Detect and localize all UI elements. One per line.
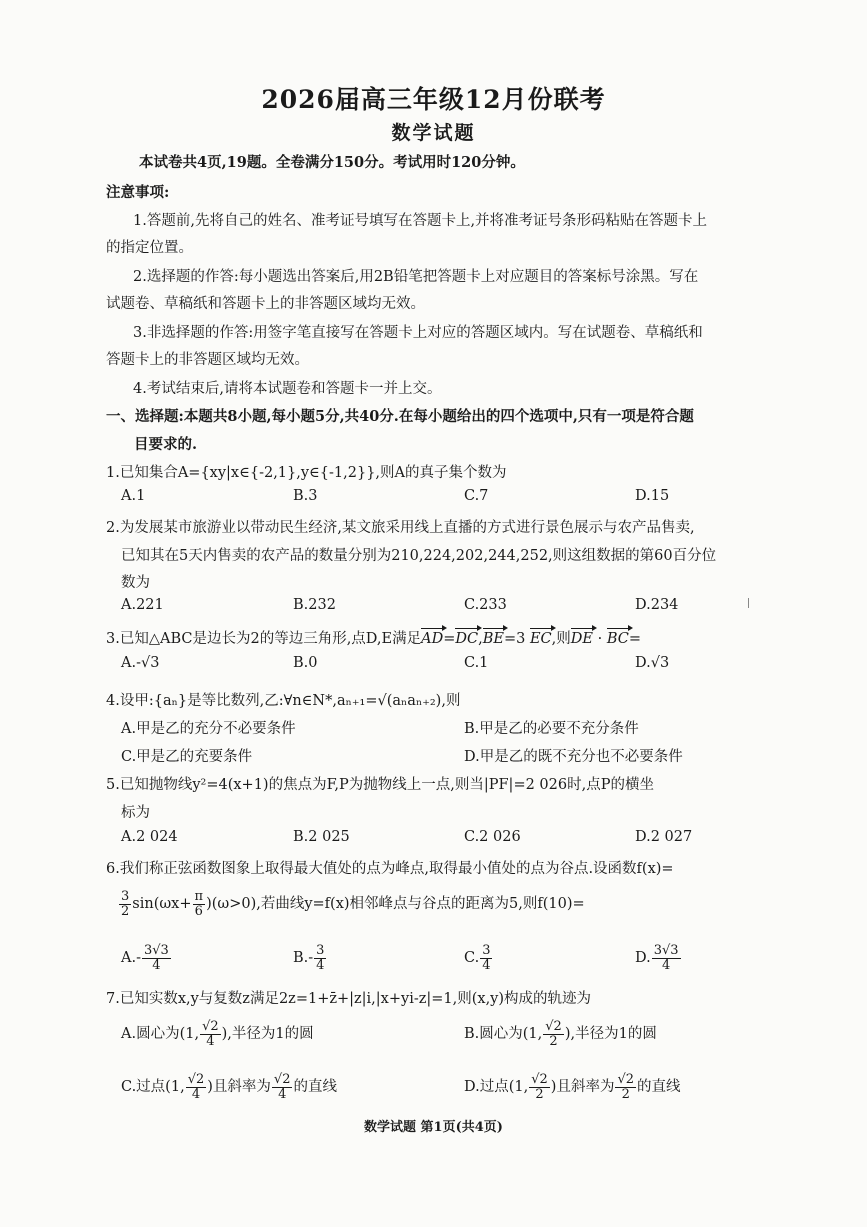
q1-option-c[interactable]: C.7 <box>464 488 489 504</box>
denominator: 2 <box>621 1086 630 1102</box>
vector-ad: AD <box>421 631 444 647</box>
fraction <box>529 1073 550 1101</box>
option-text: )且斜率为 <box>207 1079 271 1096</box>
question-5-stem-cont: 标为 <box>121 805 150 821</box>
section-heading-cont: 目要求的. <box>134 436 198 453</box>
q6-option-c[interactable] <box>464 944 493 972</box>
question-2-options <box>0 597 867 617</box>
vector-de: DE <box>570 631 593 647</box>
question-5-stem: 5.已知抛物线y²=4(x+1)的焦点为F,P为抛物线上一点,则当|PF|=2 026时,点P的横坐 <box>106 777 654 793</box>
option-text: A.圆心为(1, <box>121 1026 200 1043</box>
q2-option-d[interactable]: D.234 <box>635 597 679 613</box>
option-text: )且斜率为 <box>550 1079 615 1096</box>
option-text: D.过点(1, <box>464 1079 529 1096</box>
q4-option-d[interactable]: D.甲是乙的既不充分也不必要条件 <box>464 749 683 765</box>
note-1: 1.答题前,先将自己的姓名、准考证号填写在答题卡上,并将准考证号条形码粘贴在答题卡上 <box>133 213 708 229</box>
fraction <box>615 1073 636 1101</box>
numerator: 3 <box>121 889 130 904</box>
question-7-stem: 7.已知实数x,y与复数z满足2z=1+z̄+|z|i,|x+yi-z|=1,则(x,y)构成的轨迹为 <box>106 991 592 1007</box>
numerator: 3 <box>316 943 325 958</box>
fraction <box>543 1020 564 1048</box>
q7-option-d[interactable] <box>464 1073 681 1101</box>
fraction <box>200 1020 221 1048</box>
q3-text: ,则 <box>551 631 571 647</box>
question-3-stem <box>106 627 641 648</box>
q7-option-b[interactable] <box>464 1020 657 1048</box>
q7-option-c[interactable] <box>121 1073 337 1101</box>
option-text: 的直线 <box>293 1079 337 1096</box>
denominator: 4 <box>482 957 491 973</box>
q3-option-d[interactable]: D.√3 <box>635 655 670 671</box>
option-label: A.- <box>121 950 141 967</box>
option-text: ),半径为1的圆 <box>564 1026 657 1043</box>
q5-option-d[interactable]: D.2 027 <box>635 829 693 845</box>
q4-option-c[interactable]: C.甲是乙的充要条件 <box>121 749 253 765</box>
denominator: 4 <box>661 957 671 973</box>
fraction <box>314 944 326 972</box>
question-7-options-row1 <box>0 1020 867 1054</box>
q5-option-a[interactable]: A.2 024 <box>121 829 178 845</box>
numerator: 3√3 <box>143 943 169 958</box>
option-text: B.圆心为(1, <box>464 1026 543 1043</box>
fraction <box>480 944 492 972</box>
question-2-stem: 2.为发展某市旅游业以带动民生经济,某文旅采用线上直播的方式进行景色展示与农产品售卖, <box>106 520 695 536</box>
q4-option-b[interactable]: B.甲是乙的必要不充分条件 <box>464 721 639 737</box>
question-6-formula <box>118 890 585 918</box>
note-3: 3.非选择题的作答:用签字笔直接写在答题卡上对应的答题区域内。写在试题卷、草稿纸和 <box>133 325 703 341</box>
fraction <box>186 1073 207 1101</box>
question-4-stem: 4.设甲:{aₙ}是等比数列,乙:∀n∈N*,aₙ₊₁=√(aₙaₙ₊₂),则 <box>106 693 461 709</box>
denominator: 4 <box>191 1086 201 1102</box>
q3-eq: =3 <box>503 631 526 647</box>
note-2-cont: 试题卷、草稿纸和答题卡上的非答题区域均无效。 <box>106 296 425 312</box>
fraction <box>119 890 131 918</box>
vector-bc: BC <box>606 631 629 647</box>
option-label: D. <box>635 950 651 967</box>
vector-dc: DC <box>455 631 479 647</box>
fraction <box>272 1073 293 1101</box>
denominator: 4 <box>206 1033 215 1049</box>
numerator: √2 <box>531 1072 548 1087</box>
note-1-cont: 的指定位置。 <box>106 240 193 256</box>
note-2: 2.选择题的作答:每小题选出答案后,用2B铅笔把答题卡上对应题目的答案标号涂黑。写在 <box>133 269 699 285</box>
q3-option-c[interactable]: C.1 <box>464 655 489 671</box>
question-2-stem-end: 数为 <box>121 575 150 591</box>
q1-option-a[interactable]: A.1 <box>121 488 146 504</box>
numerator: √2 <box>187 1072 205 1087</box>
q3-option-b[interactable]: B.0 <box>293 655 318 671</box>
question-6-options <box>0 944 867 980</box>
question-7-options-row2 <box>0 1073 867 1107</box>
page-subtitle: 数学试题 <box>391 122 476 144</box>
fraction <box>142 944 171 972</box>
q2-option-a[interactable]: A.221 <box>121 597 164 613</box>
question-2-stem-cont: 已知其在5天内售卖的农产品的数量分别为210,224,202,244,252,则这组数据的第60百分位 <box>121 548 717 564</box>
notes-heading: 注意事项: <box>106 184 170 201</box>
q7-option-a[interactable] <box>121 1020 314 1048</box>
denominator: 2 <box>535 1086 544 1102</box>
scan-mark <box>748 598 749 608</box>
denominator: 2 <box>121 903 130 919</box>
option-text: C.过点(1, <box>121 1079 185 1096</box>
q4-option-a[interactable]: A.甲是乙的充分不必要条件 <box>121 721 296 737</box>
q3-option-a[interactable]: A.-√3 <box>121 655 160 671</box>
q5-option-c[interactable]: C.2 026 <box>464 829 521 845</box>
q6-option-b[interactable] <box>293 944 327 972</box>
page-footer: 数学试题 第1页(共4页) <box>364 1120 503 1135</box>
q6-text: )(ω>0),若曲线y=f(x)相邻峰点与谷点的距离为5,则f(10)= <box>206 896 585 913</box>
note-3-cont: 答题卡上的非答题区域均无效。 <box>106 352 309 368</box>
vector-be: BE <box>482 631 504 647</box>
q3-eq: = <box>628 631 641 647</box>
option-text: 的直线 <box>637 1079 681 1096</box>
q3-eq: = <box>443 631 456 647</box>
numerator: √2 <box>202 1019 219 1034</box>
q2-option-b[interactable]: B.232 <box>293 597 336 613</box>
fraction <box>193 890 206 918</box>
question-1-stem: 1.已知集合A={xy|x∈{-2,1},y∈{-1,2}},则A的真子集个数为 <box>106 465 507 481</box>
note-4: 4.考试结束后,请将本试题卷和答题卡一并上交。 <box>133 381 442 397</box>
q6-option-d[interactable] <box>635 944 682 972</box>
q1-option-b[interactable]: B.3 <box>293 488 318 504</box>
q3-comma: , <box>478 631 483 647</box>
q1-option-d[interactable]: D.15 <box>635 488 670 504</box>
q5-option-b[interactable]: B.2 025 <box>293 829 350 845</box>
question-3-options <box>0 655 867 675</box>
numerator: √2 <box>545 1019 562 1034</box>
exam-info: 本试卷共4页,19题。全卷满分150分。考试用时120分钟。 <box>139 154 525 171</box>
question-1-options <box>0 488 867 508</box>
numerator: 3√3 <box>653 943 679 958</box>
question-4-options-row2 <box>0 745 867 765</box>
option-label: C. <box>464 950 480 967</box>
denominator: 4 <box>278 1086 287 1102</box>
option-text: ),半径为1的圆 <box>221 1026 314 1043</box>
fraction <box>652 944 681 972</box>
denominator: 2 <box>549 1033 558 1049</box>
question-5-options <box>0 829 867 849</box>
numerator: 3 <box>482 943 491 958</box>
denominator: 6 <box>194 903 203 919</box>
question-6-stem: 6.我们称正弦函数图象上取得最大值处的点为峰点,取得最小值处的点为谷点.设函数f(x)= <box>106 861 674 877</box>
numerator: √2 <box>617 1072 635 1087</box>
q6-option-a[interactable] <box>121 944 172 972</box>
vector-ec: EC <box>529 631 552 647</box>
option-label: B.- <box>293 950 314 967</box>
q3-text: 3.已知△ABC是边长为2的等边三角形,点D,E满足 <box>106 631 422 647</box>
dot-operator: · <box>597 631 603 647</box>
section-heading: 一、选择题:本题共8小题,每小题5分,共40分.在每小题给出的四个选项中,只有一项是符合题 <box>106 408 694 425</box>
denominator: 4 <box>152 957 161 973</box>
question-4-options-row1 <box>0 717 867 737</box>
numerator: π <box>194 889 204 904</box>
numerator: √2 <box>273 1072 291 1087</box>
denominator: 4 <box>316 957 325 973</box>
sine-text: sin(ωx+ <box>132 896 192 913</box>
page-title: 2026届高三年级12月份联考 <box>261 85 606 114</box>
q2-option-c[interactable]: C.233 <box>464 597 507 613</box>
